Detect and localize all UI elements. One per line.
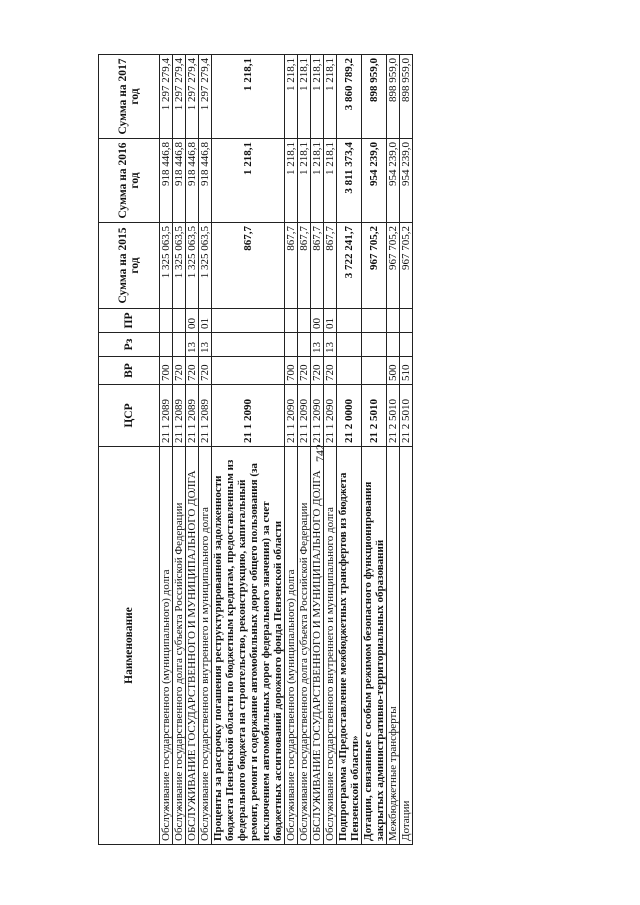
cell-rz: [298, 333, 311, 357]
cell-sum-2017: 1 218,1: [285, 55, 298, 139]
cell-vr: [337, 357, 362, 385]
cell-vr: 720: [324, 357, 337, 385]
cell-sum-2016: 918 446,8: [160, 139, 173, 223]
table-row: [212, 55, 285, 845]
cell-pr: [212, 309, 285, 333]
cell-rz: [362, 333, 387, 357]
cell-pr: 00: [186, 309, 199, 333]
cell-pr: [400, 309, 413, 333]
cell-name: Обслуживание государственного (муниципального) долга: [160, 447, 173, 845]
cell-pr: [337, 309, 362, 333]
cell-rz: [160, 333, 173, 357]
cell-vr: [212, 357, 285, 385]
cell-pr: [362, 309, 387, 333]
cell-pr: [173, 309, 186, 333]
cell-sum-2016: 1 218,1: [212, 139, 285, 223]
cell-vr: 720: [311, 357, 324, 385]
cell-csr: 21 1 2089: [160, 385, 173, 447]
cell-sum-2015: 867,7: [285, 223, 298, 309]
cell-csr: 21 2 5010: [387, 385, 400, 447]
header-rz: Рз: [99, 333, 160, 357]
cell-sum-2015: 967 705,2: [400, 223, 413, 309]
cell-sum-2017: 1 218,1: [324, 55, 337, 139]
budget-table-container: [98, 55, 546, 845]
table-row: [186, 55, 199, 845]
cell-sum-2017: 1 297 279,4: [186, 55, 199, 139]
header-csr: ЦСР: [99, 385, 160, 447]
cell-rz: [285, 333, 298, 357]
cell-name: Дотации, связанные с особым режимом безопасного функционирования закрытых административно-территориальных образований: [362, 447, 387, 845]
cell-csr: 21 2 5010: [362, 385, 387, 447]
cell-sum-2015: 867,7: [298, 223, 311, 309]
table-row: [311, 55, 324, 845]
cell-rz: [337, 333, 362, 357]
cell-sum-2015: 867,7: [324, 223, 337, 309]
cell-sum-2015: 867,7: [212, 223, 285, 309]
cell-vr: [362, 357, 387, 385]
cell-name: Обслуживание государственного долга субъекта Российской Федерации: [298, 447, 311, 845]
cell-sum-2015: 1 325 063,5: [186, 223, 199, 309]
header-vr: ВР: [99, 357, 160, 385]
cell-sum-2016: 954 239,0: [362, 139, 387, 223]
header-row: [99, 55, 160, 845]
cell-csr: 21 1 2090: [212, 385, 285, 447]
cell-sum-2016: 1 218,1: [311, 139, 324, 223]
cell-sum-2017: 898 959,0: [387, 55, 400, 139]
cell-sum-2017: 1 218,1: [298, 55, 311, 139]
budget-table: [98, 54, 413, 845]
cell-pr: [387, 309, 400, 333]
cell-pr: 00: [311, 309, 324, 333]
table-row: [173, 55, 186, 845]
cell-sum-2015: 1 325 063,5: [173, 223, 186, 309]
cell-vr: 500: [387, 357, 400, 385]
table-row: [337, 55, 362, 845]
cell-name: ОБСЛУЖИВАНИЕ ГОСУДАРСТВЕННОГО И МУНИЦИПАЛЬНОГО ДОЛГА: [186, 447, 199, 845]
cell-csr: 21 1 2090: [285, 385, 298, 447]
cell-sum-2015: 967 705,2: [362, 223, 387, 309]
cell-sum-2016: 1 218,1: [298, 139, 311, 223]
cell-sum-2015: 867,7: [311, 223, 324, 309]
cell-sum-2016: 1 218,1: [285, 139, 298, 223]
cell-vr: 720: [186, 357, 199, 385]
cell-sum-2017: 1 297 279,4: [173, 55, 186, 139]
table-row: [400, 55, 413, 845]
table-row: [324, 55, 337, 845]
cell-sum-2017: 1 218,1: [311, 55, 324, 139]
cell-pr: 01: [324, 309, 337, 333]
cell-sum-2016: 954 239,0: [400, 139, 413, 223]
cell-rz: [173, 333, 186, 357]
cell-rz: [212, 333, 285, 357]
header-pr: ПР: [99, 309, 160, 333]
cell-rz: 13: [199, 333, 212, 357]
cell-name: Обслуживание государственного (муниципального) долга: [285, 447, 298, 845]
cell-sum-2016: 918 446,8: [186, 139, 199, 223]
cell-sum-2017: 1 297 279,4: [199, 55, 212, 139]
cell-rz: 13: [311, 333, 324, 357]
cell-name: Обслуживание государственного внутреннего и муниципального долга: [199, 447, 212, 845]
cell-pr: [285, 309, 298, 333]
page-number: 742: [313, 444, 327, 462]
cell-sum-2016: 918 446,8: [199, 139, 212, 223]
cell-vr: 720: [298, 357, 311, 385]
header-name: Наименование: [99, 447, 160, 845]
header-sum-2016: Сумма на 2016 год: [99, 139, 160, 223]
cell-name: Обслуживание государственного внутреннего и муниципального долга: [324, 447, 337, 845]
header-sum-2017: Сумма на 2017 год: [99, 55, 160, 139]
cell-rz: [400, 333, 413, 357]
cell-vr: 510: [400, 357, 413, 385]
cell-sum-2017: 1 218,1: [212, 55, 285, 139]
cell-sum-2015: 967 705,2: [387, 223, 400, 309]
cell-sum-2016: 3 811 373,4: [337, 139, 362, 223]
table-row: [387, 55, 400, 845]
cell-sum-2015: 3 722 241,7: [337, 223, 362, 309]
cell-csr: 21 1 2090: [298, 385, 311, 447]
cell-vr: 720: [199, 357, 212, 385]
cell-csr: 21 1 2090: [311, 385, 324, 447]
cell-name: Обслуживание государственного долга субъекта Российской Федерации: [173, 447, 186, 845]
cell-pr: [160, 309, 173, 333]
cell-csr: 21 2 5010: [400, 385, 413, 447]
cell-name: Подпрограмма «Предоставление межбюджетных трансфертов из бюджета Пензенской области»: [337, 447, 362, 845]
cell-csr: 21 1 2090: [324, 385, 337, 447]
table-row: [199, 55, 212, 845]
cell-name: Проценты за рассрочку погашения реструктурированной задолженности бюджета Пензенской области по бюджетным кредитам, предоставленным из федерального бюджета на строительство, реконструкцию, капитальный ремонт, ремонт и содержание автомобильных дорог общего пользования (за исключением автомобильных дорог федерального значения) за счет бюджетных ассигнований дорожного фонда Пензенской области: [212, 447, 285, 845]
cell-sum-2015: 1 325 063,5: [160, 223, 173, 309]
table-row: [160, 55, 173, 845]
cell-rz: 13: [324, 333, 337, 357]
cell-vr: 700: [285, 357, 298, 385]
cell-vr: 720: [173, 357, 186, 385]
cell-pr: 01: [199, 309, 212, 333]
cell-sum-2016: 918 446,8: [173, 139, 186, 223]
cell-sum-2017: 1 297 279,4: [160, 55, 173, 139]
cell-name: Межбюджетные трансферты: [387, 447, 400, 845]
cell-sum-2016: 1 218,1: [324, 139, 337, 223]
cell-rz: 13: [186, 333, 199, 357]
cell-rz: [387, 333, 400, 357]
cell-csr: 21 2 0000: [337, 385, 362, 447]
cell-sum-2017: 898 959,0: [362, 55, 387, 139]
cell-csr: 21 1 2089: [186, 385, 199, 447]
cell-sum-2015: 1 325 063,5: [199, 223, 212, 309]
cell-sum-2017: 3 860 789,2: [337, 55, 362, 139]
cell-sum-2016: 954 239,0: [387, 139, 400, 223]
cell-sum-2017: 898 959,0: [400, 55, 413, 139]
cell-csr: 21 1 2089: [173, 385, 186, 447]
table-row: [298, 55, 311, 845]
cell-name: ОБСЛУЖИВАНИЕ ГОСУДАРСТВЕННОГО И МУНИЦИПАЛЬНОГО ДОЛГА: [311, 447, 324, 845]
cell-name: Дотации: [400, 447, 413, 845]
table-row: [285, 55, 298, 845]
table-row: [362, 55, 387, 845]
cell-csr: 21 1 2089: [199, 385, 212, 447]
cell-vr: 700: [160, 357, 173, 385]
cell-pr: [298, 309, 311, 333]
header-sum-2015: Сумма на 2015 год: [99, 223, 160, 309]
